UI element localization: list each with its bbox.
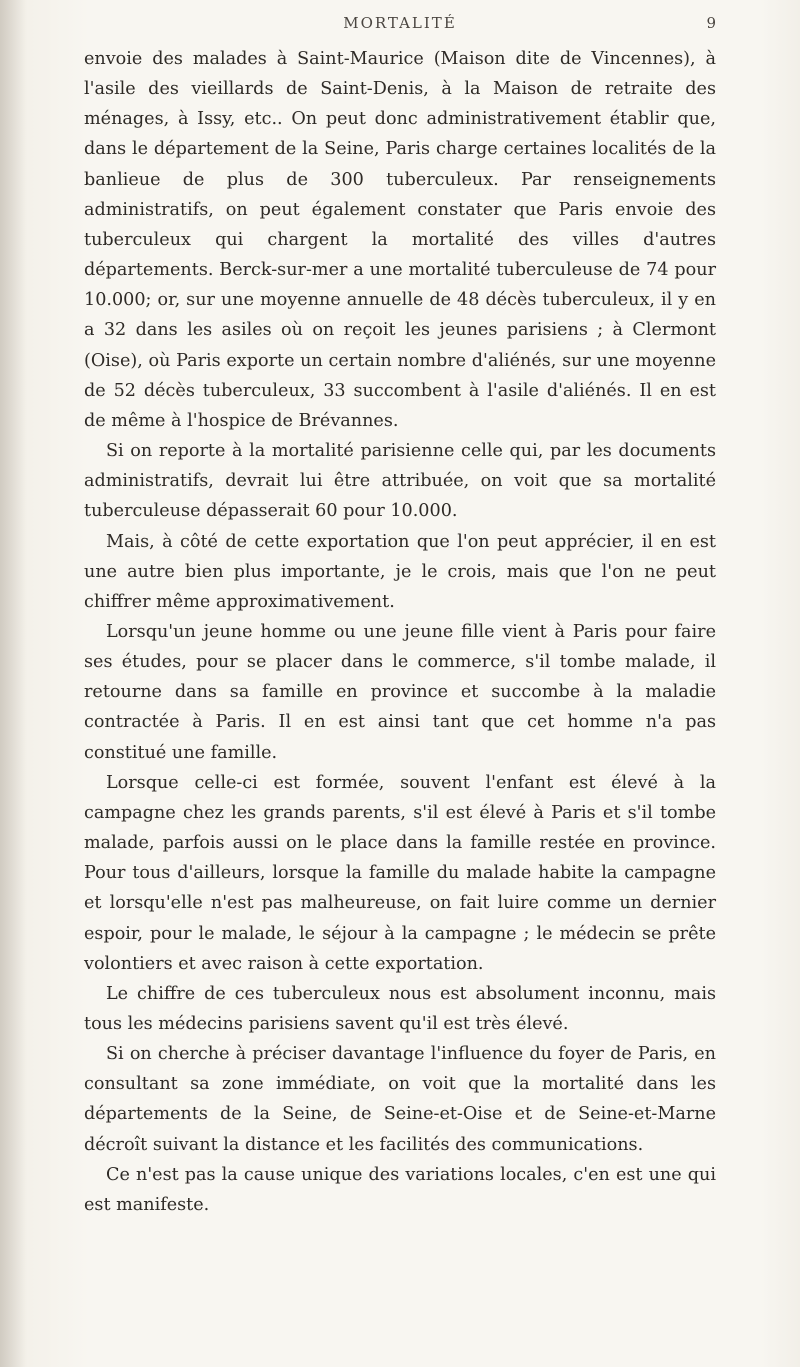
running-head: MORTALITÉ <box>343 14 457 32</box>
paragraph: Lorsqu'un jeune homme ou une jeune fille vient à Paris pour faire ses études, pour se placer dans le commerce, s'il tombe malade, il retourne dans sa famille en province et succombe à la maladie contractée à Paris. Il en est ainsi tant que cet homme n'a pas constitué une famille. <box>84 621 716 763</box>
paragraph: Si on cherche à préciser davantage l'influence du foyer de Paris, en consultant sa zone immédiate, on voit que la mortalité dans les départements de la Seine, de Seine-et-Oise et de Seine-et-Marne décroît suivant la distance et les facilités des communications. <box>84 1044 716 1155</box>
paragraph-continued: envoie des malades à Saint-Maurice (Maison dite de Vincennes), à l'asile des vieillards de Saint-Denis, à la Maison de retraite des ménages, à Issy, etc.. On peut donc administrativement établir que, dans le département de la Seine, Paris charge certaines localités de la banlieue de plus de 300 tuberculeux. Par renseignements administratifs, on peut également constater que Paris envoie des tuberculeux qui chargent la mortalité des villes d'autres départements. Berck-sur-mer a une mortalité tuberculeuse de 74 pour 10.000; or, sur une moyenne annuelle de 48 décès tuberculeux, il y en a 32 dans les asiles où on reçoit les jeunes parisiens ; à Clermont (Oise), où Paris exporte un certain nombre d'aliénés, sur une moyenne de 52 décès tuberculeux, 33 succombent à l'asile d'aliénés. Il en est de même à l'hospice de Brévannes. <box>84 49 716 431</box>
paragraph: Ce n'est pas la cause unique des variations locales, c'en est une qui est manifeste. <box>84 1164 716 1215</box>
page-gutter-shadow <box>0 0 26 1367</box>
paragraph: Mais, à côté de cette exportation que l'on peut apprécier, il en est une autre bien plus importante, je le crois, mais que l'on ne peut chiffrer même approximativement. <box>84 531 716 612</box>
page-header <box>84 14 716 40</box>
paragraph: Lorsque celle-ci est formée, souvent l'enfant est élevé à la campagne chez les grands parents, s'il est élevé à Paris et s'il tombe malade, parfois aussi on le place dans la famille restée en province. Pour tous d'ailleurs, lorsque la famille du malade habite la campagne et lorsqu'elle n'est pas malheureuse, on fait luire comme un dernier espoir, pour le malade, le séjour à la campagne ; le médecin se prête volontiers et avec raison à cette exportation. <box>84 772 716 974</box>
paragraph: Le chiffre de ces tuberculeux nous est absolument inconnu, mais tous les médecins parisiens savent qu'il est très élevé. <box>84 983 716 1034</box>
page-number: 9 <box>706 14 716 32</box>
paragraph: Si on reporte à la mortalité parisienne celle qui, par les documents administratifs, devrait lui être attribuée, on voit que sa mortalité tuberculeuse dépasserait 60 pour 10.000. <box>84 441 716 522</box>
body-text <box>84 44 716 1220</box>
